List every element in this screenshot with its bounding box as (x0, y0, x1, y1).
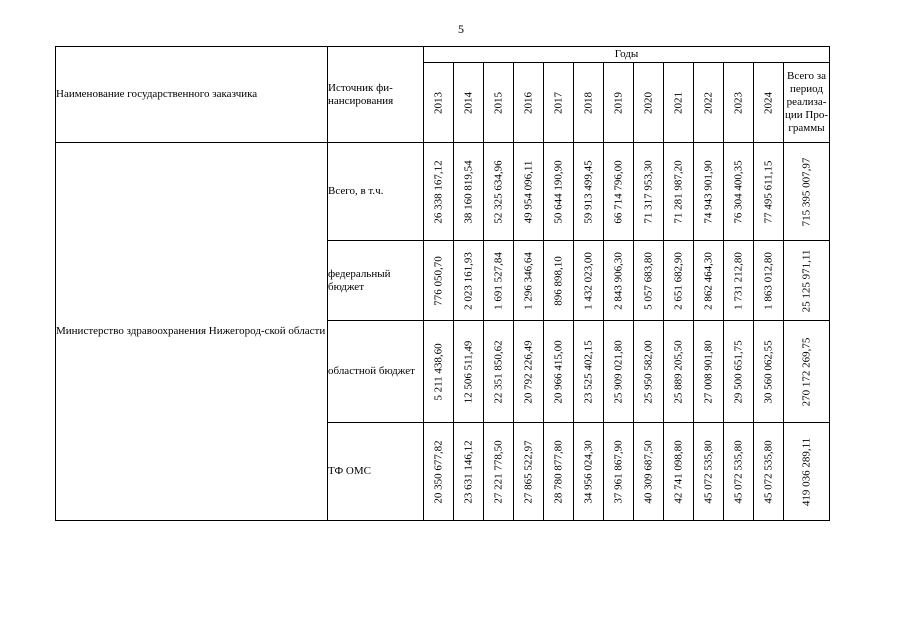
value-cell-2021 (664, 241, 694, 321)
total-text: 270 172 269,75 (800, 337, 812, 406)
value-text: 77 495 611,15 (762, 160, 774, 223)
customer-name: Министерство здравоохранения Нижегород-ской области (56, 143, 328, 521)
value-cell-2019 (604, 321, 634, 423)
page-number: 5 (458, 22, 464, 36)
total-cell (784, 143, 830, 241)
year-label: 2015 (492, 91, 504, 114)
value-cell-2019 (604, 143, 634, 241)
value-text: 30 560 062,55 (762, 339, 774, 404)
value-text: 25 909 021,80 (612, 339, 624, 404)
total-cell (784, 321, 830, 423)
total-text: 715 395 007,97 (800, 157, 812, 226)
year-label: 2022 (702, 91, 714, 114)
value-text: 1 731 212,80 (732, 251, 744, 310)
value-text: 52 325 634,96 (492, 159, 504, 224)
value-text: 27 221 778,50 (492, 439, 504, 504)
value-cell-2020 (634, 321, 664, 423)
value-cell-2022 (694, 241, 724, 321)
value-cell-2015 (484, 321, 514, 423)
value-text: 1 432 023,00 (582, 251, 594, 310)
value-cell-2014 (454, 241, 484, 321)
year-header-2013 (424, 63, 454, 143)
value-text: 896 898,10 (552, 255, 564, 306)
value-cell-2013 (424, 143, 454, 241)
years-header: Годы (424, 47, 830, 63)
total-column-header: Всего за период реализа-ции Про-граммы (784, 63, 830, 143)
value-cell-2023 (724, 423, 754, 521)
value-text: 27 008 901,80 (702, 339, 714, 404)
value-cell-2017 (544, 241, 574, 321)
year-header-2021 (664, 63, 694, 143)
value-cell-2016 (514, 423, 544, 521)
year-header-2017 (544, 63, 574, 143)
total-cell (784, 241, 830, 321)
year-header-2020 (634, 63, 664, 143)
value-text: 38 160 819,54 (462, 159, 474, 224)
year-label: 2017 (552, 91, 564, 114)
value-text: 1 691 527,84 (492, 251, 504, 310)
value-cell-2019 (604, 423, 634, 521)
year-header-2015 (484, 63, 514, 143)
value-cell-2014 (454, 423, 484, 521)
value-text: 34 956 024,30 (582, 439, 594, 504)
value-text: 49 954 096,11 (522, 160, 534, 223)
value-text: 76 304 400,35 (732, 159, 744, 224)
value-cell-2022 (694, 143, 724, 241)
year-label: 2014 (462, 91, 474, 114)
value-cell-2018 (574, 241, 604, 321)
value-cell-2020 (634, 143, 664, 241)
value-cell-2019 (604, 241, 634, 321)
value-cell-2020 (634, 423, 664, 521)
value-cell-2024 (754, 321, 784, 423)
value-text: 20 966 415,00 (552, 339, 564, 404)
value-cell-2023 (724, 241, 754, 321)
value-text: 27 865 522,97 (522, 439, 534, 504)
total-cell (784, 423, 830, 521)
value-text: 25 950 582,00 (642, 339, 654, 404)
value-text: 2 023 161,93 (462, 251, 474, 310)
value-cell-2022 (694, 321, 724, 423)
year-label: 2020 (642, 91, 654, 114)
value-text: 2 843 906,30 (612, 251, 624, 310)
value-cell-2015 (484, 423, 514, 521)
value-text: 25 889 205,50 (672, 339, 684, 404)
value-cell-2014 (454, 321, 484, 423)
value-text: 74 943 901,90 (702, 159, 714, 224)
value-text: 71 281 987,20 (672, 159, 684, 224)
year-header-2023 (724, 63, 754, 143)
customer-column-header: Наименование государственного заказчика (56, 47, 328, 143)
value-text: 5 057 683,80 (642, 251, 654, 310)
value-text: 20 792 226,49 (522, 339, 534, 404)
value-text: 45 072 535,80 (732, 439, 744, 504)
value-cell-2014 (454, 143, 484, 241)
year-header-2022 (694, 63, 724, 143)
year-label: 2024 (762, 91, 774, 114)
funding-source: федеральный бюджет (328, 241, 424, 321)
value-cell-2015 (484, 241, 514, 321)
value-text: 2 651 682,90 (672, 251, 684, 310)
year-label: 2016 (522, 91, 534, 114)
value-text: 28 780 877,80 (552, 439, 564, 504)
value-cell-2024 (754, 143, 784, 241)
year-header-2019 (604, 63, 634, 143)
value-text: 2 862 464,30 (702, 251, 714, 310)
year-header-2014 (454, 63, 484, 143)
value-cell-2024 (754, 241, 784, 321)
year-label: 2019 (612, 91, 624, 114)
value-cell-2016 (514, 241, 544, 321)
value-text: 5 211 438,60 (432, 342, 444, 401)
year-label: 2018 (582, 91, 594, 114)
value-cell-2016 (514, 321, 544, 423)
value-text: 66 714 796,00 (612, 159, 624, 224)
value-text: 37 961 867,90 (612, 439, 624, 504)
value-cell-2021 (664, 423, 694, 521)
value-text: 45 072 535,80 (762, 439, 774, 504)
header-row (56, 47, 830, 63)
value-cell-2024 (754, 423, 784, 521)
year-label: 2023 (732, 91, 744, 114)
value-cell-2013 (424, 423, 454, 521)
year-label: 2021 (672, 91, 684, 114)
funding-source: ТФ ОМС (328, 423, 424, 521)
value-text: 776 050,70 (432, 255, 444, 306)
funding-source: Всего, в т.ч. (328, 143, 424, 241)
value-cell-2016 (514, 143, 544, 241)
value-text: 40 309 687,50 (642, 439, 654, 504)
value-cell-2022 (694, 423, 724, 521)
value-cell-2013 (424, 241, 454, 321)
value-cell-2020 (634, 241, 664, 321)
value-text: 59 913 499,45 (582, 159, 594, 224)
value-cell-2017 (544, 143, 574, 241)
table-row (56, 143, 830, 241)
funding-source: областной бюджет (328, 321, 424, 423)
value-cell-2021 (664, 321, 694, 423)
value-cell-2023 (724, 143, 754, 241)
value-cell-2015 (484, 143, 514, 241)
value-cell-2018 (574, 321, 604, 423)
value-text: 12 506 511,49 (462, 340, 474, 403)
value-text: 1 863 012,80 (762, 251, 774, 310)
year-header-2024 (754, 63, 784, 143)
value-text: 23 525 402,15 (582, 339, 594, 404)
value-text: 45 072 535,80 (702, 439, 714, 504)
value-text: 23 631 146,12 (462, 439, 474, 504)
total-text: 25 125 971,11 (800, 249, 812, 312)
value-text: 29 500 651,75 (732, 339, 744, 404)
year-label: 2013 (432, 91, 444, 114)
year-header-2018 (574, 63, 604, 143)
value-text: 22 351 850,62 (492, 339, 504, 404)
value-text: 26 338 167,12 (432, 159, 444, 224)
value-cell-2018 (574, 143, 604, 241)
value-text: 1 296 346,64 (522, 251, 534, 310)
value-cell-2017 (544, 423, 574, 521)
funding-table (55, 46, 830, 521)
year-header-2016 (514, 63, 544, 143)
value-cell-2023 (724, 321, 754, 423)
value-text: 71 317 953,30 (642, 159, 654, 224)
value-text: 20 350 677,82 (432, 439, 444, 504)
value-cell-2013 (424, 321, 454, 423)
value-cell-2017 (544, 321, 574, 423)
value-text: 50 644 190,90 (552, 159, 564, 224)
source-column-header: Источник фи-нансирования (328, 47, 424, 143)
total-text: 419 036 289,11 (800, 437, 812, 506)
value-text: 42 741 098,80 (672, 439, 684, 504)
value-cell-2018 (574, 423, 604, 521)
value-cell-2021 (664, 143, 694, 241)
